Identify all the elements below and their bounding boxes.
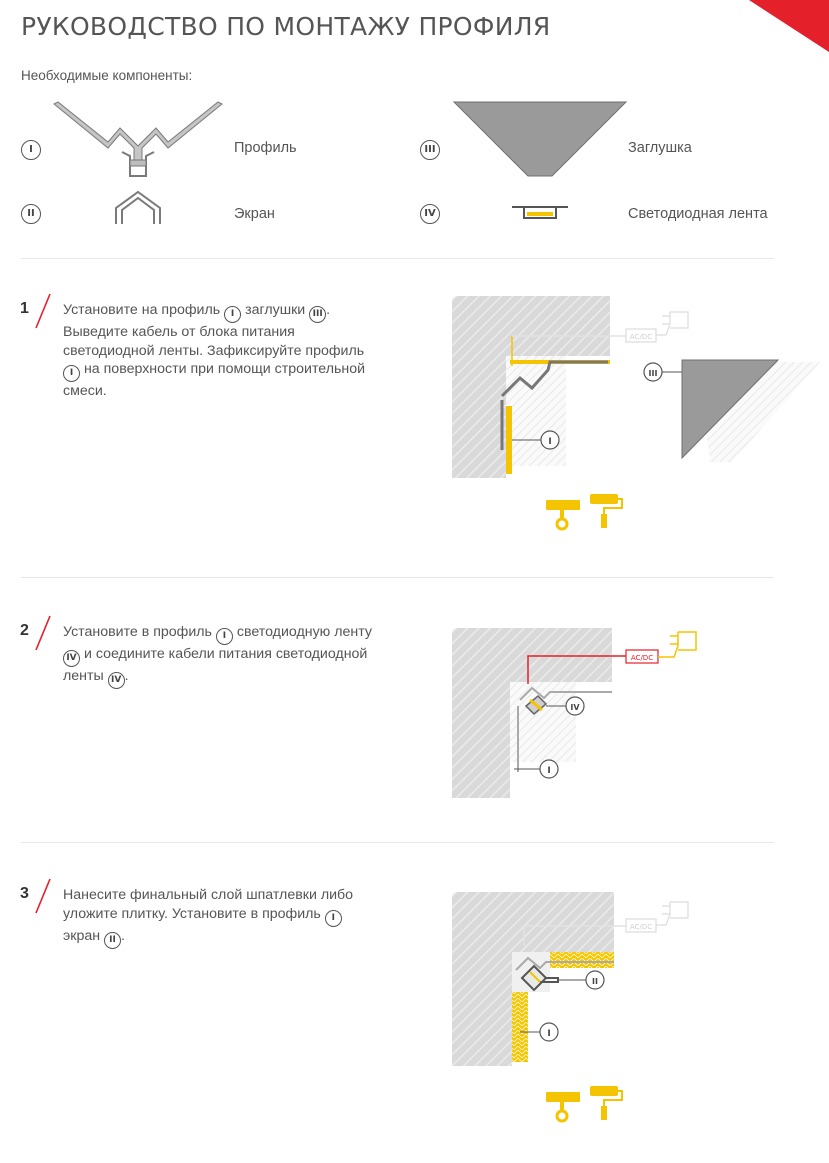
section-divider (21, 842, 774, 843)
component-label: Профиль (234, 140, 297, 156)
adapter-label: AC/DC (630, 654, 654, 662)
numeral-badge: I (216, 628, 233, 645)
cap-component-image (452, 100, 628, 180)
numeral-badge: I (325, 910, 342, 927)
callout-numeral: III (648, 369, 658, 378)
components-subtitle: Необходимые компоненты: (21, 68, 193, 83)
step-1-text: Установите на профиль I заглушки III . Выведите кабель от блока питания светодиодной ленты. Зафиксируйте профиль I на поверхности при помощи строительной смеси. (63, 302, 366, 399)
callout-numeral: II (592, 977, 598, 986)
step-2-diagram (450, 622, 710, 802)
numeral-badge: II (104, 932, 121, 949)
callout-numeral: I (547, 1029, 551, 1039)
corner-accent (749, 0, 829, 52)
screen-component-image (110, 188, 166, 230)
callout-numeral: IV (570, 703, 580, 712)
numeral-badge: II (21, 204, 41, 224)
component-label: Заглушка (628, 140, 692, 156)
page-title: РУКОВОДСТВО ПО МОНТАЖУ ПРОФИЛЯ (21, 12, 551, 41)
step-1-diagram (450, 290, 822, 540)
component-label: Светодиодная лента (628, 206, 768, 222)
step-number: 3 (20, 885, 29, 902)
step-slash (34, 878, 52, 914)
step-2-text: Установите в профиль I светодиодную ленту IV и соедините кабели питания светодиодной ленты IV . (63, 623, 383, 689)
led-strip-component-image (510, 204, 570, 222)
callout-numeral: I (547, 766, 551, 776)
section-divider (21, 577, 774, 578)
trowel-icon (546, 1092, 580, 1121)
step-3-text: Нанесите финальный слой шпатлевки либо уложите плитку. Установите в профиль I экран II . (63, 886, 363, 949)
step-number: 1 (20, 300, 29, 317)
trowel-icon (546, 500, 580, 529)
numeral-badge: IV (420, 204, 440, 224)
step-number: 2 (20, 622, 29, 639)
step-3-diagram (450, 886, 710, 1136)
step-slash (34, 293, 52, 329)
numeral-badge: III (309, 306, 326, 323)
paint-roller-icon (590, 1086, 622, 1120)
component-label: Экран (234, 206, 275, 222)
numeral-badge: IV (63, 650, 80, 667)
section-divider (21, 258, 774, 259)
numeral-badge: IV (108, 672, 125, 689)
profile-component-image (50, 100, 226, 182)
numeral-badge: III (420, 140, 440, 160)
step-slash (34, 615, 52, 651)
paint-roller-icon (590, 494, 622, 528)
numeral-badge: I (224, 306, 241, 323)
callout-numeral: I (548, 437, 552, 447)
numeral-badge: I (21, 140, 41, 160)
numeral-badge: I (63, 365, 80, 382)
adapter-label: AC/DC (629, 923, 653, 931)
adapter-label: AC/DC (629, 333, 653, 341)
